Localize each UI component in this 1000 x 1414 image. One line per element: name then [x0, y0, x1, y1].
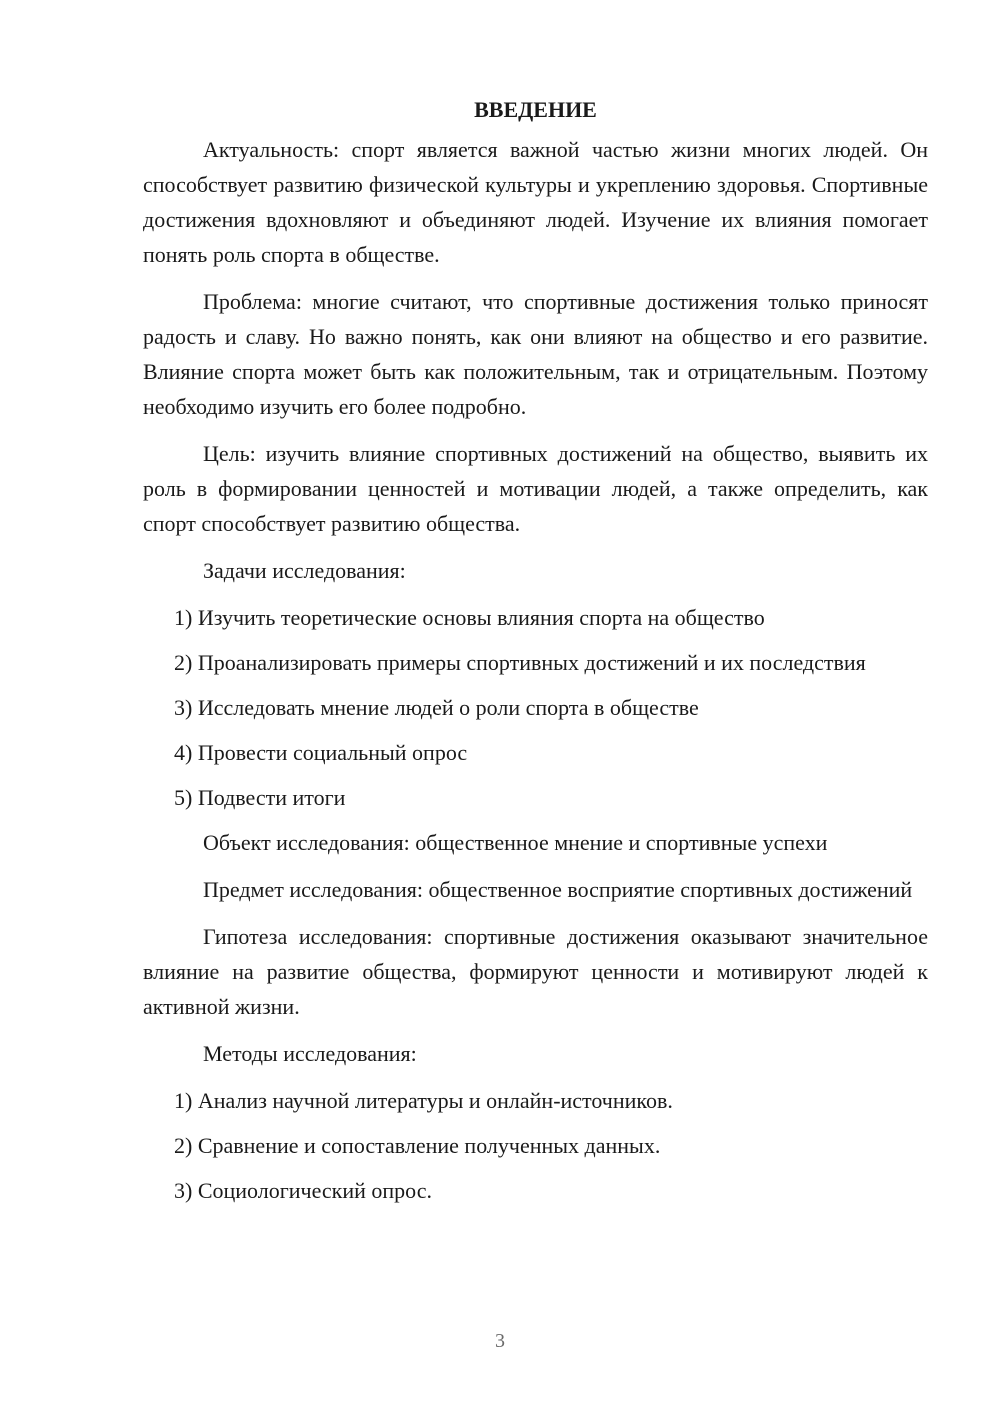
page-title: ВВЕДЕНИЕ [474, 97, 597, 122]
list-item-method-3: 3) Социологический опрос. [174, 1178, 432, 1203]
list-item-method-2: 2) Сравнение и сопоставление полученных данных. [174, 1133, 661, 1158]
page-number: 3 [495, 1330, 505, 1352]
paragraph-subject: Предмет исследования: общественное восприятие спортивных достижений [203, 877, 913, 902]
paragraph-methods-heading: Методы исследования: [203, 1041, 417, 1066]
paragraph-goal: Цель: изучить влияние спортивных достижений на общество, выявить их роль в формировании ценностей и мотивации людей, а также определить, как спорт способствует развитию общества. [143, 441, 928, 536]
page-content [143, 92, 928, 1218]
paragraph-problem: Проблема: многие считают, что спортивные достижения только приносят радость и славу. Но важно понять, как они влияют на общество и его развитие. Влияние спорта может быть как положительным, так и отрицательным. Поэтому необходимо изучить его более подробно. [143, 289, 928, 419]
paragraph-hypothesis: Гипотеза исследования: спортивные достижения оказывают значительное влияние на развитие общества, формируют ценности и мотивируют людей к активной жизни. [143, 924, 928, 1019]
list-item-task-4: 4) Провести социальный опрос [174, 740, 468, 765]
list-item-method-1: 1) Анализ научной литературы и онлайн-источников. [174, 1088, 673, 1113]
paragraph-tasks-heading: Задачи исследования: [203, 558, 406, 583]
list-item-task-1: 1) Изучить теоретические основы влияния спорта на общество [174, 605, 765, 630]
list-item-task-3: 3) Исследовать мнение людей о роли спорта в обществе [174, 695, 699, 720]
paragraph-relevance: Актуальность: спорт является важной частью жизни многих людей. Он способствует развитию физической культуры и укреплению здоровья. Спортивные достижения вдохновляют и объединяют людей. Изучение их влияния помогает понять роль спорта в обществе. [143, 137, 928, 267]
paragraph-object: Объект исследования: общественное мнение и спортивные успехи [203, 830, 828, 855]
list-item-task-5: 5) Подвести итоги [174, 785, 346, 810]
list-item-task-2: 2) Проанализировать примеры спортивных достижений и их последствия [174, 650, 866, 675]
